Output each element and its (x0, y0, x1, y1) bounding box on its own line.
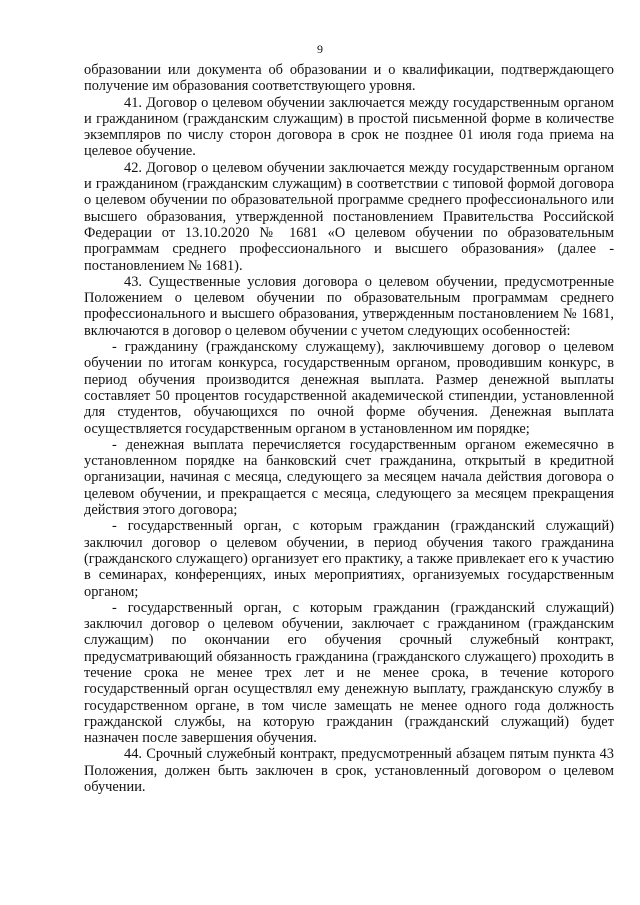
paragraph-44: 44. Срочный служебный контракт, предусмотренный абзацем пятым пункта 43 Положения, должен быть заключен в срок, установленный договором о целевом обучении. (84, 746, 614, 796)
document-body (84, 62, 614, 795)
paragraph-43-item-4: - государственный орган, с которым гражданин (гражданский служащий) заключил договор о целевом обучении, заключает с гражданином (гражданским служащим) по окончании его обучения срочный служебный контракт, предусматривающий обязанность гражданина (гражданского служащего) проходить в течение срока не менее трех лет и не менее срока, в течение которого государственный орган осуществлял ему денежную выплату, гражданскую службу в государственном органе, в том числе замещать не менее одного года должность гражданской службы, на которую гражданин (гражданский служащий) будет назначен после завершения обучения. (84, 599, 614, 747)
paragraph-43-item-3: - государственный орган, с которым гражданин (гражданский служащий) заключил договор о целевом обучении, в период обучения такого гражданина (гражданского служащего) организует его практику, а также привлекает его к участию в семинарах, конференциях, иных мероприятиях, организуемых государственным органом; (84, 518, 614, 600)
paragraph-43: 43. Существенные условия договора о целевом обучении, предусмотренные Положением о целевом обучении по образовательным программам среднего профессионального и высшего образования, утвержденным постановлением № 1681, включаются в договор о целевом обучении с учетом следующих особенностей: (84, 273, 614, 339)
paragraph-42: 42. Договор о целевом обучении заключается между государственным органом и гражданином (гражданским служащим) в соответствии с типовой формой договора о целевом обучении по образовательной программе среднего профессионального или высшего образования, утвержденной постановлением Правительства Российской Федерации от 13.10.2020 № 1681 «О целевом обучении по образовательным программам среднего профессионального и высшего образования» (далее - постановлением № 1681). (84, 159, 614, 274)
page-number: 9 (317, 42, 323, 56)
paragraph-41: 41. Договор о целевом обучении заключается между государственным органом и гражданином (гражданским служащим) в простой письменной форме в количестве экземпляров по числу сторон договора в срок не позднее 01 июля года приема на целевое обучение. (84, 94, 614, 160)
paragraph-continuation: образовании или документа об образовании и о квалификации, подтверждающего получение им образования соответствующего уровня. (84, 62, 614, 95)
paragraph-43-item-2: - денежная выплата перечисляется государственным органом ежемесячно в установленном порядке на банковский счет гражданина, открытый в кредитной организации, начиная с месяца, следующего за месяцем начала действия договора о целевом обучении, и прекращается с месяца, следующего за месяцем прекращения действия этого договора; (84, 436, 614, 519)
paragraph-43-item-1: - гражданину (гражданскому служащему), заключившему договор о целевом обучении по итогам конкурса, государственным органом, проводившим конкурс, в период обучения производится денежная выплата. Размер денежной выплаты составляет 50 процентов государственной академической стипендии, установленной для студентов, обучающихся по очной форме обучения. Денежная выплата осуществляется государственным органом в установленном им порядке; (84, 339, 614, 437)
